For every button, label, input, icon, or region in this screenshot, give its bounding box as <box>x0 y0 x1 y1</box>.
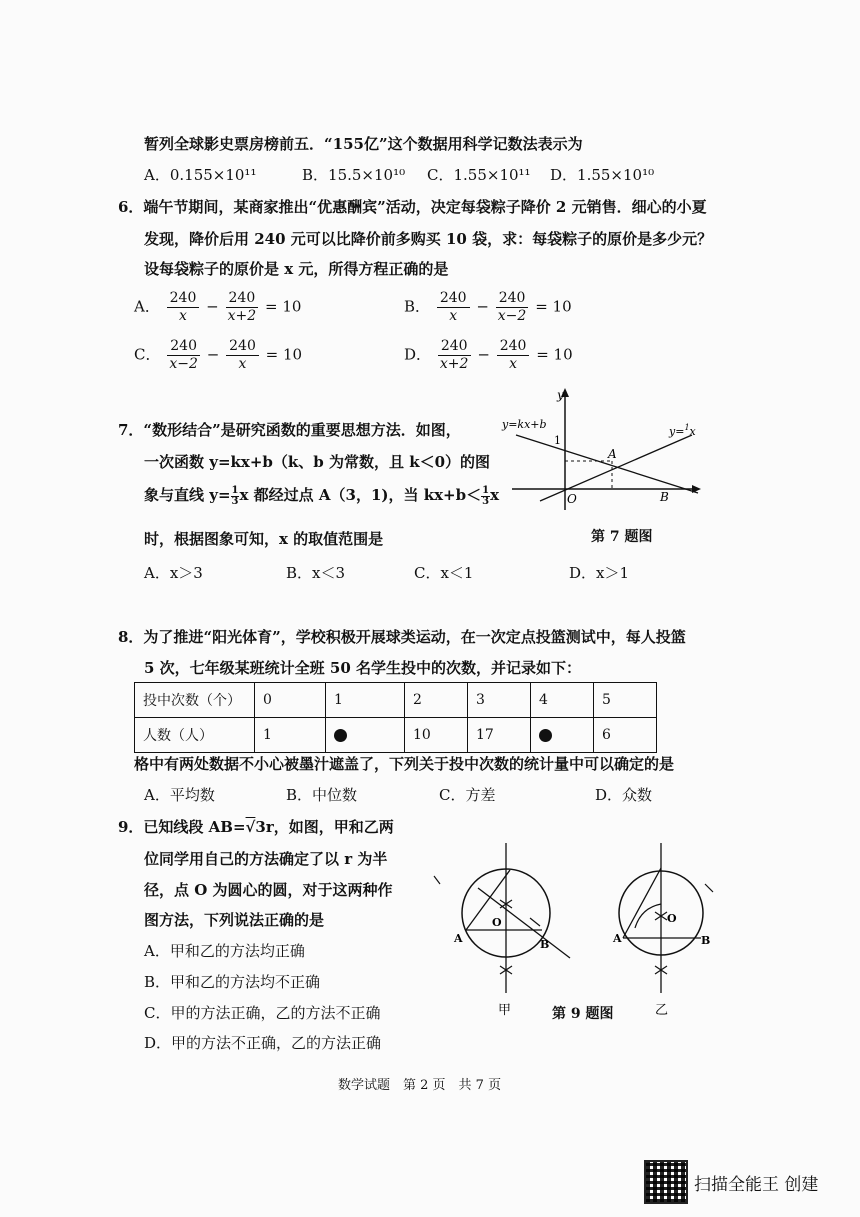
page-footer: 数学试题 第 2 页 共 7 页 <box>338 1078 502 1093</box>
q9-line1: 9．已知线段 AB=√3r，如图，甲和乙两 <box>118 818 394 836</box>
q8-option-a: A．平均数 <box>144 786 215 804</box>
label-kx-plus-b: y=kx+b <box>502 418 547 431</box>
label-one: 1 <box>554 434 561 447</box>
watermark-text: 扫描全能王 创建 <box>694 1174 819 1195</box>
q9-option-a: A．甲和乙的方法均正确 <box>144 942 305 960</box>
table-cell: 10 <box>405 718 468 753</box>
q9-option-d: D．甲的方法不正确，乙的方法正确 <box>144 1034 382 1052</box>
q5-stem: 暂列全球影史票房榜前五．“155亿”这个数据用科学记数法表示为 <box>144 135 583 153</box>
label-point-o: O <box>492 916 502 929</box>
q7-line3: 象与直线 y= $\frac{1}{3}x$ 都经过点 A（3，1)，当 kx+b＜ $\frac{1}{3}x$ <box>144 484 500 507</box>
label-yi: 乙 <box>655 1003 669 1018</box>
q7-caption: 第 7 题图 <box>591 529 653 545</box>
table-cell: 1 <box>326 683 405 718</box>
q8-option-c: C．方差 <box>439 786 496 804</box>
stray-mark <box>705 884 713 892</box>
label-origin: O <box>567 492 577 506</box>
label-point-o: O <box>667 912 677 925</box>
table-cell: 5 <box>594 683 657 718</box>
q7-line1: 7．“数形结合”是研究函数的重要思想方法．如图， <box>118 421 461 439</box>
table-row <box>135 718 657 753</box>
q8-line1: 8．为了推进“阳光体育”，学校积极开展球类运动，在一次定点投篮测试中，每人投篮 <box>118 628 686 646</box>
table-cell: 3 <box>468 683 531 718</box>
label-jia: 甲 <box>498 1003 512 1018</box>
q6-line3: 设每袋粽子的原价是 x 元，所得方程正确的是 <box>144 260 449 278</box>
q7-line4: 时，根据图象可知，x 的取值范围是 <box>144 530 384 548</box>
q8-option-d: D．众数 <box>595 786 653 804</box>
label-point-b: B <box>660 490 669 504</box>
arc-mark-icon <box>530 918 540 926</box>
stray-mark <box>434 876 440 884</box>
chord-jia <box>466 870 510 930</box>
q5-option-a: A．0.155×10¹¹ <box>144 166 257 184</box>
q6-line2: 发现，降价后用 240 元可以比降价前多购买 10 袋，求：每袋粽子的原价是多少元？ <box>144 230 713 248</box>
q5-option-d: D．1.55×10¹⁰ <box>550 166 655 184</box>
table-cell: 投中次数（个） <box>135 683 255 718</box>
q6-line1: 6．端午节期间，某商家推出“优惠酬宾”活动，决定每袋粽子降价 2 元销售．细心的小夏 <box>118 198 707 216</box>
table-cell: 17 <box>468 718 531 753</box>
table-cell-ink-blot <box>326 718 405 753</box>
q7-option-a: A．x＞3 <box>144 564 203 582</box>
table-cell: 人数（人） <box>135 718 255 753</box>
label-point-a: A <box>454 932 463 945</box>
q8-line3: 格中有两处数据不小心被墨汁遮盖了，下列关于投中次数的统计量中可以确定的是 <box>134 755 675 773</box>
label-point-a: A <box>608 447 617 461</box>
line-third-x <box>540 435 692 501</box>
q7-line2: 一次函数 y=kx+b（k、b 为常数，且 k＜0）的图 <box>144 453 491 471</box>
label-third-x: y=$^1$x <box>669 423 696 438</box>
q9-option-c: C．甲的方法正确，乙的方法不正确 <box>144 1004 381 1022</box>
q6-option-b: B． $\frac{240}{x}$ − $\frac{240}{x-2}$ = 10 <box>404 290 572 324</box>
q5-option-c: C．1.55×10¹¹ <box>427 166 531 184</box>
ink-blot-icon <box>539 729 552 742</box>
table-cell: 0 <box>255 683 326 718</box>
q9-line4: 图方法，下列说法正确的是 <box>144 911 325 929</box>
q6-option-d: D． $\frac{240}{x+2}$ − $\frac{240}{x}$ = 10 <box>404 338 573 372</box>
q9-caption: 第 9 题图 <box>552 1006 614 1022</box>
ink-blot-icon <box>334 729 347 742</box>
chord-yi <box>623 868 661 938</box>
table-cell: 6 <box>594 718 657 753</box>
q5-option-b: B．15.5×10¹⁰ <box>302 166 406 184</box>
q8-line2: 5 次，七年级某班统计全班 50 名学生投中的次数，并记录如下： <box>144 659 581 677</box>
q7-figure <box>500 385 705 515</box>
table-cell: 4 <box>531 683 594 718</box>
label-point-b: B <box>701 934 711 947</box>
table-cell-ink-blot <box>531 718 594 753</box>
q9-line3: 径，点 O 为圆心的圆，对于这两种作 <box>144 881 393 899</box>
qr-code-icon <box>644 1160 688 1204</box>
q7-option-b: B．x＜3 <box>286 564 346 582</box>
q9-option-b: B．甲和乙的方法均不正确 <box>144 973 321 991</box>
q8-option-b: B．中位数 <box>286 786 358 804</box>
q6-option-a: A． $\frac{240}{x}$ − $\frac{240}{x+2}$ = 10 <box>134 290 302 324</box>
q6-option-c: C． $\frac{240}{x-2}$ − $\frac{240}{x}$ = 10 <box>134 338 303 372</box>
table-cell: 2 <box>405 683 468 718</box>
q7-option-c: C．x＜1 <box>414 564 474 582</box>
label-point-a: A <box>613 932 622 945</box>
q7-option-d: D．x＞1 <box>569 564 630 582</box>
q9-figure-yi <box>605 838 725 1028</box>
label-point-b: B <box>540 938 550 951</box>
q9-line2: 位同学用自己的方法确定了以 r 为半 <box>144 850 388 868</box>
table-cell: 1 <box>255 718 326 753</box>
table-row <box>135 683 657 718</box>
label-y: y <box>557 388 564 402</box>
q9-figure-jia <box>430 838 580 1028</box>
q8-table <box>134 682 657 753</box>
scanner-watermark <box>644 1160 818 1204</box>
